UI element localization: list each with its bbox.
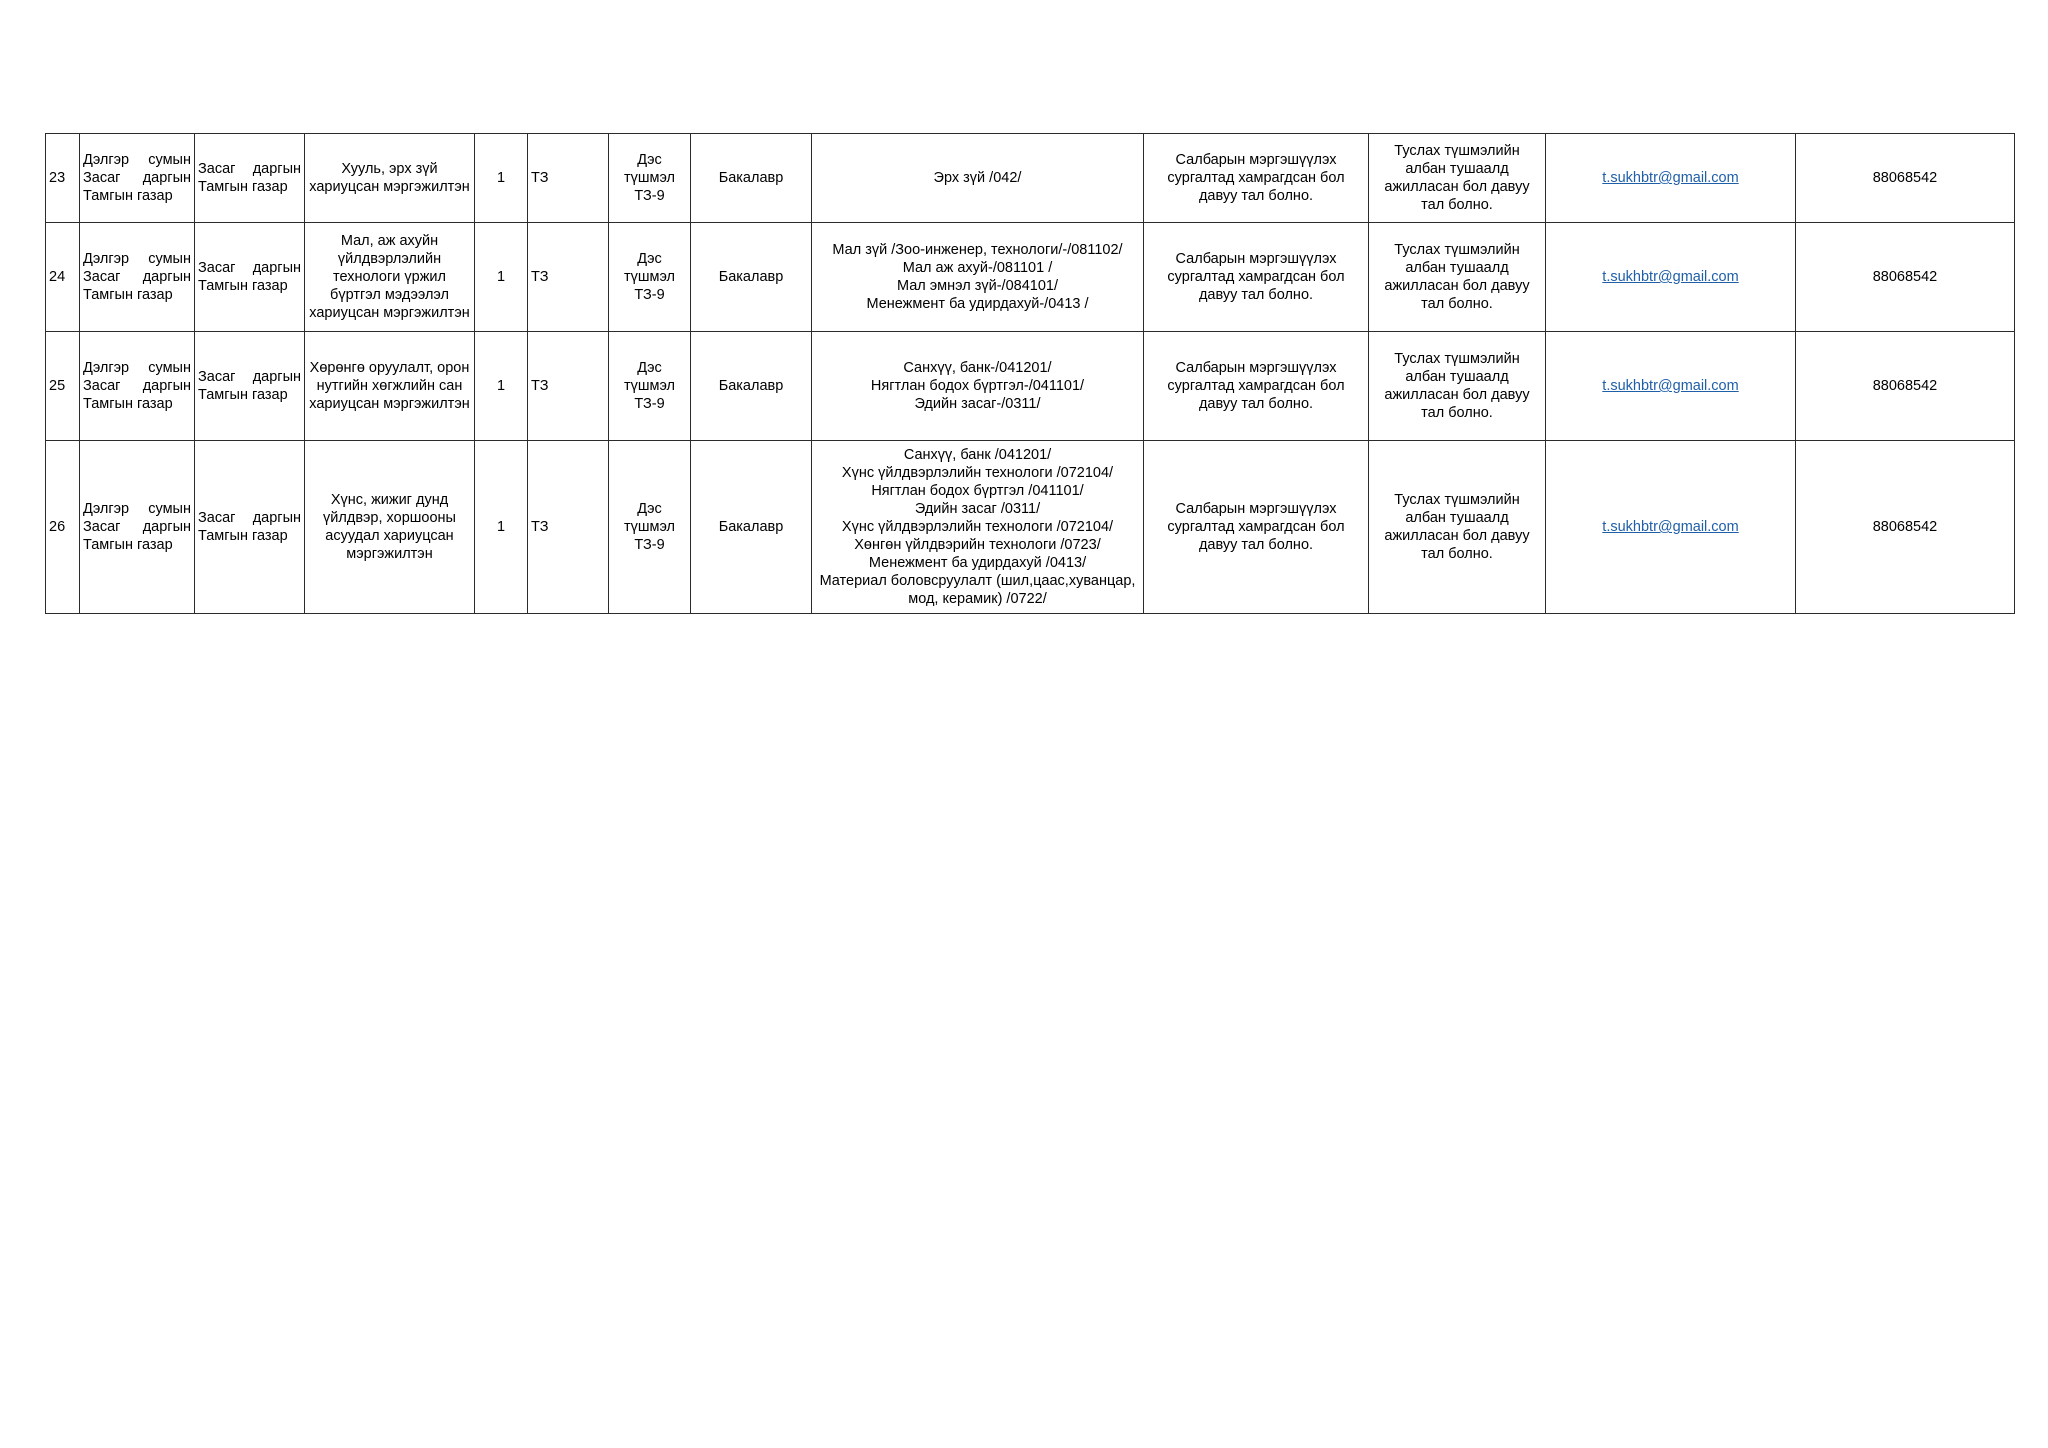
profession-line: Санхүү, банк-/041201/ (903, 360, 1052, 376)
degree-cell: Бакалавр (691, 223, 812, 332)
profession-line: Санхүү, банк /041201/ (903, 447, 1052, 463)
profession-line: Эдийн засаг /0311/ (914, 501, 1041, 517)
email-cell (1546, 441, 1796, 614)
phone-cell: 88068542 (1796, 134, 2015, 223)
experience-cell: Туслах түшмэлийн албан тушаалд ажилласан бол давуу тал болно. (1369, 441, 1546, 614)
count-cell: 1 (475, 332, 528, 441)
category-cell: ТЗ (528, 441, 609, 614)
profession-line: Хөнгөн үйлдвэрийн технологи /0723/ (854, 537, 1101, 553)
degree-cell: Бакалавр (691, 441, 812, 614)
table-row (46, 223, 2015, 332)
organization-cell: Дэлгэр сумын Засаг даргын Тамгын газар (80, 332, 195, 441)
experience-cell: Туслах түшмэлийн албан тушаалд ажилласан бол давуу тал болно. (1369, 134, 1546, 223)
email-cell (1546, 332, 1796, 441)
profession-line: Хүнс үйлдвэрлэлийн технологи /072104/ (841, 519, 1114, 535)
profession-line: Мал зүй /Зоо-инженер, технологи/-/081102/ (832, 242, 1123, 258)
count-cell: 1 (475, 441, 528, 614)
organization-cell: Дэлгэр сумын Засаг даргын Тамгын газар (80, 223, 195, 332)
profession-line: Мал эмнэл зүй-/084101/ (896, 278, 1058, 294)
table-row (46, 134, 2015, 223)
profession-line: Материал боловсруулалт (шил,цаас,хуванцар, (819, 573, 1136, 589)
row-number: 26 (46, 441, 80, 614)
experience-cell: Туслах түшмэлийн албан тушаалд ажилласан бол давуу тал болно. (1369, 332, 1546, 441)
advantage-cell: Салбарын мэргэшүүлэх сургалтад хамрагдсан бол давуу тал болно. (1144, 441, 1369, 614)
row-number: 25 (46, 332, 80, 441)
advantage-cell: Салбарын мэргэшүүлэх сургалтад хамрагдсан бол давуу тал болно. (1144, 332, 1369, 441)
profession-line: Нягтлан бодох бүртгэл-/041101/ (870, 378, 1085, 394)
email-cell (1546, 134, 1796, 223)
unit-cell: Засаг даргын Тамгын газар (195, 134, 305, 223)
advantage-cell: Салбарын мэргэшүүлэх сургалтад хамрагдсан бол давуу тал болно. (1144, 223, 1369, 332)
email-link[interactable]: t.sukhbtr@gmail.com (1602, 170, 1739, 186)
unit-cell: Засаг даргын Тамгын газар (195, 441, 305, 614)
email-link[interactable]: t.sukhbtr@gmail.com (1602, 378, 1739, 394)
rank-cell: Дэс түшмэл ТЗ-9 (609, 441, 691, 614)
phone-cell: 88068542 (1796, 223, 2015, 332)
row-number: 24 (46, 223, 80, 332)
position-cell: Мал, аж ахуйн үйлдвэрлэлийн технологи үржил бүртгэл мэдээлэл хариуцсан мэргэжилтэн (305, 223, 475, 332)
category-cell: ТЗ (528, 223, 609, 332)
degree-cell: Бакалавр (691, 134, 812, 223)
advantage-cell: Салбарын мэргэшүүлэх сургалтад хамрагдсан бол давуу тал болно. (1144, 134, 1369, 223)
experience-cell: Туслах түшмэлийн албан тушаалд ажилласан бол давуу тал болно. (1369, 223, 1546, 332)
profession-line: Мал аж ахуй-/081101 / (902, 260, 1053, 276)
phone-cell: 88068542 (1796, 332, 2015, 441)
profession-cell (812, 134, 1144, 223)
email-cell (1546, 223, 1796, 332)
position-cell: Хууль, эрх зүй хариуцсан мэргэжилтэн (305, 134, 475, 223)
organization-cell: Дэлгэр сумын Засаг даргын Тамгын газар (80, 441, 195, 614)
position-cell: Хөрөнгө оруулалт, орон нутгийн хөгжлийн сан хариуцсан мэргэжилтэн (305, 332, 475, 441)
category-cell: ТЗ (528, 134, 609, 223)
table-row (46, 441, 2015, 614)
profession-cell (812, 332, 1144, 441)
profession-line: Эрх зүй /042/ (933, 170, 1022, 186)
email-link[interactable]: t.sukhbtr@gmail.com (1602, 269, 1739, 285)
vacancy-table-sheet (45, 133, 2015, 614)
email-link[interactable]: t.sukhbtr@gmail.com (1602, 519, 1739, 535)
profession-line: мод, керамик) /0722/ (908, 591, 1047, 607)
profession-line: Нягтлан бодох бүртгэл /041101/ (871, 483, 1084, 499)
position-cell: Хүнс, жижиг дунд үйлдвэр, хоршооны асуудал хариуцсан мэргэжилтэн (305, 441, 475, 614)
category-cell: ТЗ (528, 332, 609, 441)
row-number: 23 (46, 134, 80, 223)
profession-line: Менежмент ба удирдахуй-/0413 / (866, 296, 1089, 312)
profession-line: Хүнс үйлдвэрлэлийн технологи /072104/ (841, 465, 1114, 481)
profession-cell (812, 223, 1144, 332)
table-body (46, 134, 2015, 614)
count-cell: 1 (475, 134, 528, 223)
profession-cell (812, 441, 1144, 614)
degree-cell: Бакалавр (691, 332, 812, 441)
profession-line: Эдийн засаг-/0311/ (914, 396, 1041, 412)
organization-cell: Дэлгэр сумын Засаг даргын Тамгын газар (80, 134, 195, 223)
rank-cell: Дэс түшмэл ТЗ-9 (609, 223, 691, 332)
phone-cell: 88068542 (1796, 441, 2015, 614)
unit-cell: Засаг даргын Тамгын газар (195, 332, 305, 441)
table-row (46, 332, 2015, 441)
vacancy-table (45, 133, 2015, 614)
rank-cell: Дэс түшмэл ТЗ-9 (609, 134, 691, 223)
rank-cell: Дэс түшмэл ТЗ-9 (609, 332, 691, 441)
unit-cell: Засаг даргын Тамгын газар (195, 223, 305, 332)
count-cell: 1 (475, 223, 528, 332)
profession-line: Менежмент ба удирдахуй /0413/ (868, 555, 1087, 571)
